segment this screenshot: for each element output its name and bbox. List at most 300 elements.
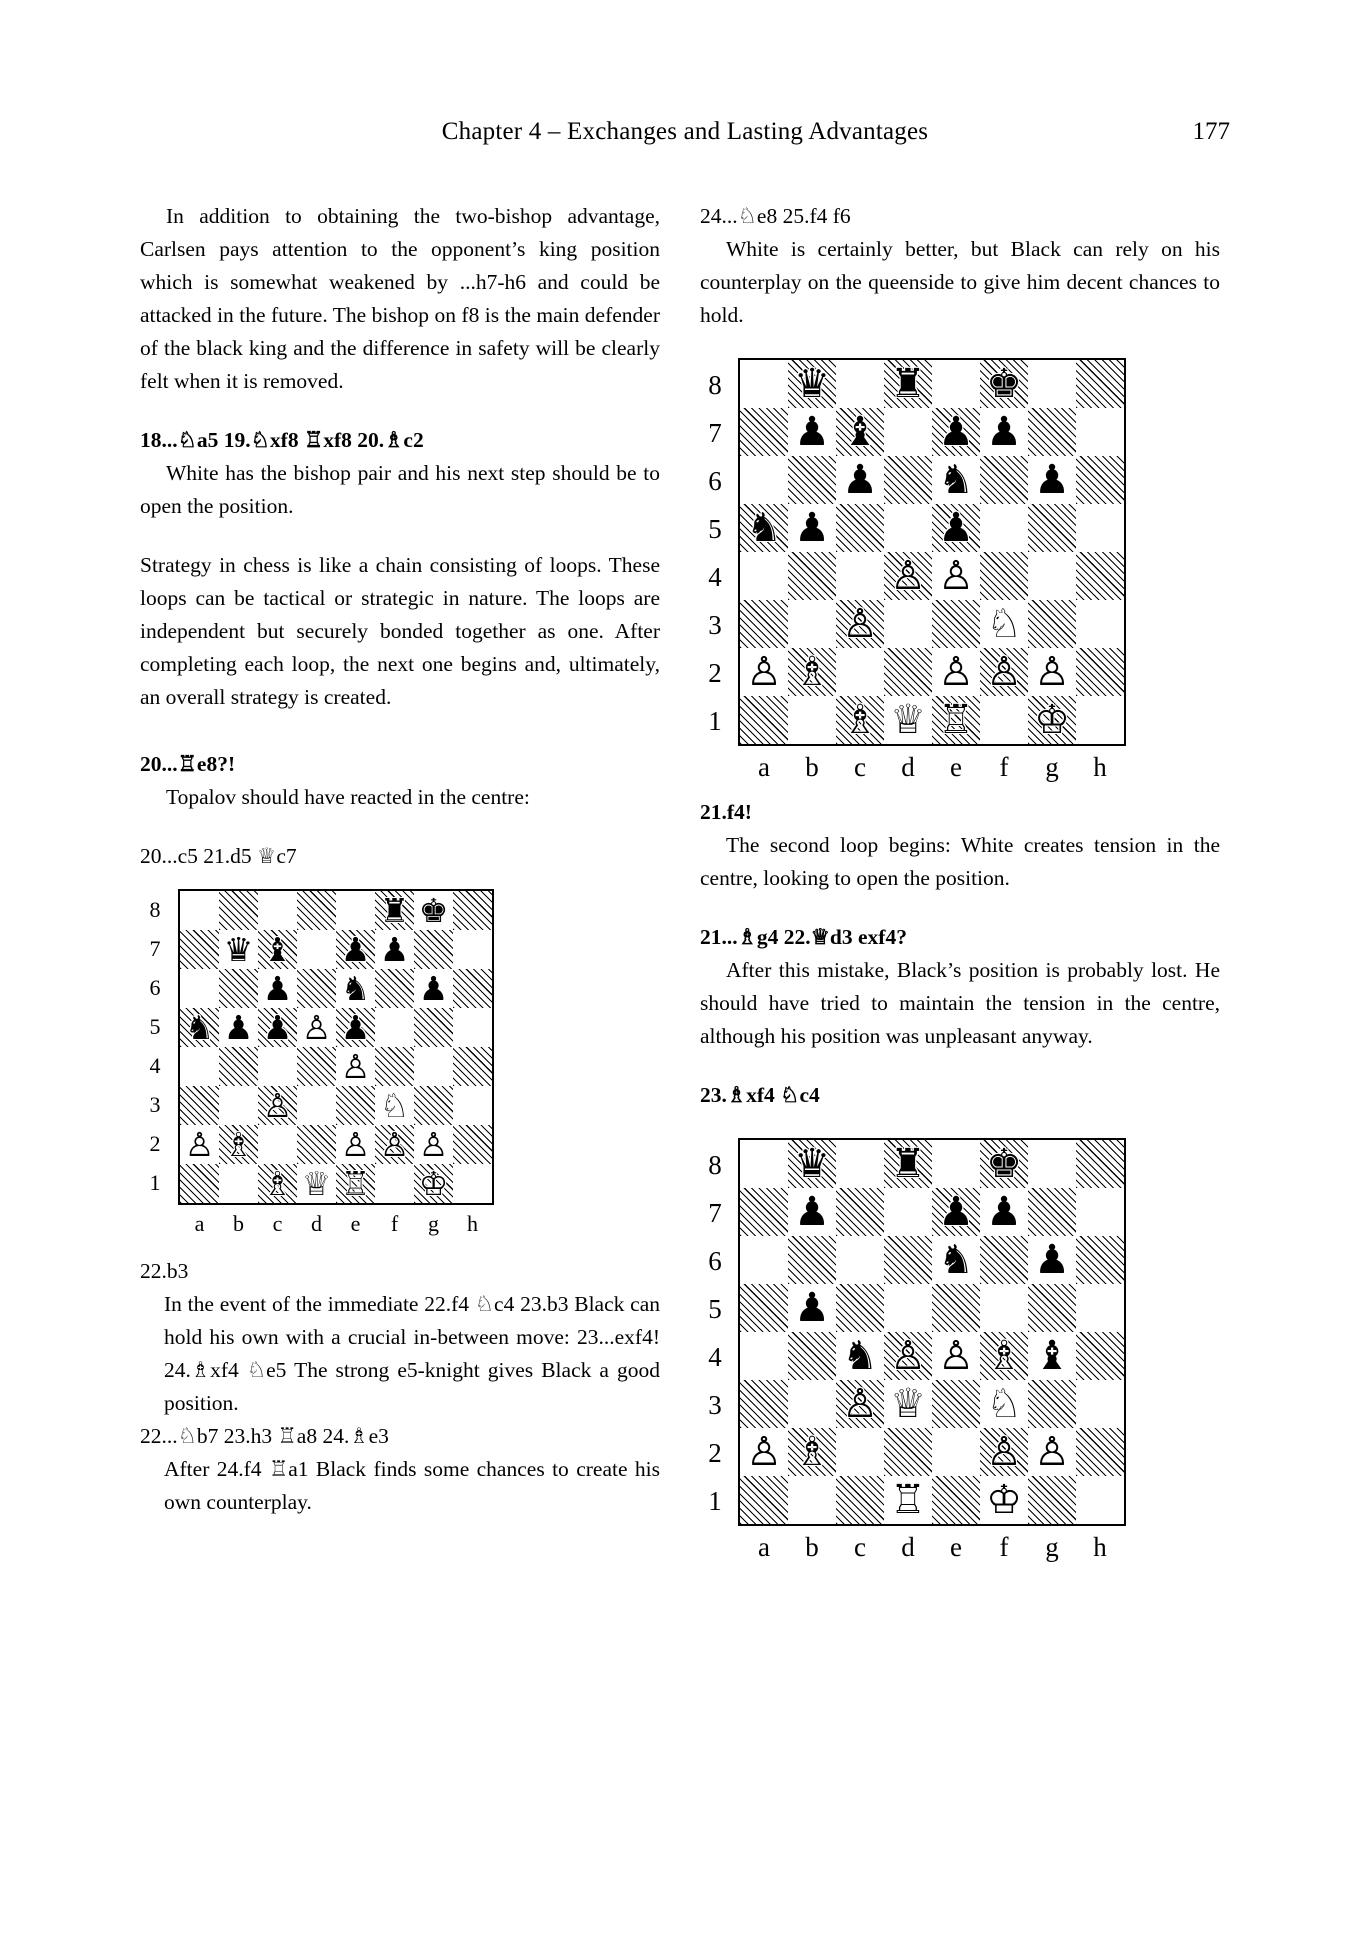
move-line: 22...♘b7 23.h3 ♖a8 24.♗e3 <box>140 1424 389 1448</box>
board-square-g1 <box>1028 696 1076 745</box>
board-square-h1 <box>453 1164 493 1204</box>
board-square-e4 <box>932 1332 980 1380</box>
chessboard-grid <box>738 358 1126 746</box>
board-square-g6 <box>414 969 453 1008</box>
board-square-a5 <box>739 1284 788 1332</box>
board-square-e1 <box>336 1164 375 1204</box>
board-square-d3 <box>884 1380 932 1428</box>
board-square-f3 <box>980 1380 1028 1428</box>
paragraph: Topalov should have reacted in the centre: <box>166 785 530 809</box>
board-rank-row <box>179 890 493 930</box>
move-heading: 21.f4! <box>700 800 752 824</box>
board-square-c8 <box>836 1139 884 1188</box>
rank-label-6: 6 <box>708 466 722 496</box>
file-label-c: c <box>854 1532 866 1562</box>
chess-piece: ♙ <box>184 1125 215 1164</box>
paragraph: In the event of the immediate 22.f4 ♘c4 23.b3 Black can hold his own with a crucial in-between move: 23...exf4! 24.♗xf4 ♘e5 The strong e5-knight gives Black a good position. <box>164 1292 660 1415</box>
chess-piece: ♙ <box>986 1429 1022 1475</box>
board-square-g2 <box>1028 1428 1076 1476</box>
chess-piece: ♙ <box>842 601 878 647</box>
board-square-g3 <box>1028 1380 1076 1428</box>
board-square-a1 <box>179 1164 219 1204</box>
chess-piece: ♙ <box>938 649 974 695</box>
board-square-b6 <box>219 969 258 1008</box>
chess-piece: ♔ <box>986 1477 1022 1523</box>
rank-label-8: 8 <box>149 896 161 922</box>
board-square-f6 <box>375 969 414 1008</box>
board-rank-row <box>739 359 1125 408</box>
chess-piece: ♟ <box>223 1008 254 1047</box>
chess-piece: ♕ <box>301 1164 332 1203</box>
file-label-e: e <box>950 1532 962 1562</box>
rank-label-4: 4 <box>708 562 722 592</box>
chess-piece: ♙ <box>746 1429 782 1475</box>
rank-label-2: 2 <box>149 1130 161 1156</box>
board-rank-row <box>739 1428 1125 1476</box>
rank-label-6: 6 <box>708 1246 722 1276</box>
chessboard <box>700 1138 1126 1560</box>
board-square-e6 <box>932 1236 980 1284</box>
board-square-c1 <box>836 1476 884 1525</box>
board-square-a4 <box>179 1047 219 1086</box>
board-square-b2 <box>788 1428 836 1476</box>
board-square-a6 <box>739 1236 788 1284</box>
board-square-a4 <box>739 552 788 600</box>
chess-piece: ♔ <box>418 1164 449 1203</box>
board-square-b3 <box>788 1380 836 1428</box>
board-square-e3 <box>336 1086 375 1125</box>
board-square-h2 <box>1076 648 1125 696</box>
board-square-f3 <box>980 600 1028 648</box>
paragraph: The second loop begins: White creates tension in the centre, looking to open the position. <box>700 833 1220 890</box>
board-rank-row <box>179 1086 493 1125</box>
left-column <box>140 200 660 1519</box>
board-rank-row <box>739 408 1125 456</box>
board-square-e6 <box>932 456 980 504</box>
board-square-d1 <box>884 696 932 745</box>
chess-piece: ♗ <box>223 1125 254 1164</box>
board-square-e6 <box>336 969 375 1008</box>
board-square-f4 <box>375 1047 414 1086</box>
move-heading: 23.♗xf4 ♘c4 <box>700 1083 820 1107</box>
board-square-c5 <box>836 504 884 552</box>
chess-piece: ♙ <box>842 1381 878 1427</box>
paragraph: White has the bishop pair and his next step should be to open the position. <box>140 461 660 518</box>
board-rank-row <box>739 696 1125 745</box>
board-square-c2 <box>836 1428 884 1476</box>
board-square-b6 <box>788 456 836 504</box>
chess-piece: ♚ <box>986 1141 1022 1187</box>
rank-label-8: 8 <box>708 1150 722 1180</box>
board-square-d2 <box>884 1428 932 1476</box>
board-square-g8 <box>1028 1139 1076 1188</box>
board-square-b4 <box>219 1047 258 1086</box>
file-label-c: c <box>272 1211 283 1236</box>
board-square-d4 <box>297 1047 336 1086</box>
board-square-e2 <box>932 648 980 696</box>
board-square-a7 <box>739 408 788 456</box>
file-label-b: b <box>805 752 819 782</box>
board-square-h2 <box>1076 1428 1125 1476</box>
file-label-c: c <box>854 752 866 782</box>
board-square-d1 <box>297 1164 336 1204</box>
board-square-h4 <box>453 1047 493 1086</box>
board-square-b7 <box>788 1188 836 1236</box>
chess-piece: ♟ <box>262 1008 293 1047</box>
board-square-a6 <box>179 969 219 1008</box>
chess-piece: ♙ <box>1034 649 1070 695</box>
board-square-e7 <box>932 408 980 456</box>
board-square-d4 <box>884 552 932 600</box>
board-rank-row <box>739 1332 1125 1380</box>
chess-piece: ♙ <box>262 1086 293 1125</box>
board-square-f1 <box>375 1164 414 1204</box>
rank-label-2: 2 <box>708 1438 722 1468</box>
rank-label-3: 3 <box>708 610 722 640</box>
board-square-b3 <box>788 600 836 648</box>
file-label-d: d <box>901 1532 915 1562</box>
chess-diagram-2 <box>140 889 660 1239</box>
file-label-b: b <box>233 1211 244 1236</box>
file-label-h: h <box>1093 752 1107 782</box>
chess-piece: ♙ <box>938 553 974 599</box>
board-square-g3 <box>1028 600 1076 648</box>
board-square-f4 <box>980 552 1028 600</box>
board-square-a2 <box>739 648 788 696</box>
board-rank-row <box>179 1125 493 1164</box>
board-square-f5 <box>980 1284 1028 1332</box>
board-square-g2 <box>414 1125 453 1164</box>
file-label-f: f <box>999 752 1009 782</box>
board-square-b8 <box>219 890 258 930</box>
chess-piece: ♝ <box>1034 1333 1070 1379</box>
board-square-h6 <box>453 969 493 1008</box>
file-label-h: h <box>467 1211 478 1236</box>
board-square-a1 <box>739 1476 788 1525</box>
board-square-h1 <box>1076 696 1125 745</box>
chess-piece: ♙ <box>746 649 782 695</box>
board-square-c4 <box>836 552 884 600</box>
board-square-d8 <box>297 890 336 930</box>
board-square-b1 <box>788 1476 836 1525</box>
board-square-f2 <box>980 1428 1028 1476</box>
board-square-b8 <box>788 359 836 408</box>
chess-piece: ♞ <box>340 969 371 1008</box>
rank-label-6: 6 <box>149 974 161 1000</box>
chess-diagram-3 <box>700 1138 1220 1560</box>
board-square-b4 <box>788 1332 836 1380</box>
board-square-e8 <box>932 359 980 408</box>
chess-piece: ♜ <box>890 1141 926 1187</box>
board-square-c5 <box>836 1284 884 1332</box>
board-square-f8 <box>980 1139 1028 1188</box>
chess-piece: ♞ <box>938 1237 974 1283</box>
rank-label-4: 4 <box>708 1342 722 1372</box>
board-square-f6 <box>980 456 1028 504</box>
board-square-b2 <box>219 1125 258 1164</box>
board-square-g7 <box>414 930 453 969</box>
board-square-a6 <box>739 456 788 504</box>
board-square-e1 <box>932 1476 980 1525</box>
board-square-g5 <box>414 1008 453 1047</box>
board-square-g4 <box>1028 1332 1076 1380</box>
board-square-e4 <box>336 1047 375 1086</box>
board-square-b6 <box>788 1236 836 1284</box>
board-square-g1 <box>1028 1476 1076 1525</box>
board-square-e2 <box>336 1125 375 1164</box>
board-square-a3 <box>179 1086 219 1125</box>
file-label-b: b <box>805 1532 819 1562</box>
chess-piece: ♟ <box>794 409 830 455</box>
board-square-d8 <box>884 359 932 408</box>
chess-piece: ♛ <box>794 1141 830 1187</box>
move-line: 22.b3 <box>140 1259 189 1283</box>
board-square-f3 <box>375 1086 414 1125</box>
chess-piece: ♞ <box>746 505 782 551</box>
file-label-g: g <box>1045 1532 1059 1562</box>
chess-piece: ♘ <box>986 601 1022 647</box>
rank-label-4: 4 <box>149 1052 161 1078</box>
board-square-g1 <box>414 1164 453 1204</box>
chess-piece: ♗ <box>842 697 878 743</box>
board-square-d5 <box>297 1008 336 1047</box>
rank-label-1: 1 <box>149 1169 161 1195</box>
chess-piece: ♕ <box>890 697 926 743</box>
chess-piece: ♟ <box>1034 457 1070 503</box>
board-square-h4 <box>1076 552 1125 600</box>
board-square-c3 <box>836 600 884 648</box>
board-square-a8 <box>739 1139 788 1188</box>
board-square-e2 <box>932 1428 980 1476</box>
board-square-b5 <box>219 1008 258 1047</box>
file-label-g: g <box>1045 752 1059 782</box>
board-square-a5 <box>739 504 788 552</box>
board-square-a1 <box>739 696 788 745</box>
board-square-d6 <box>884 1236 932 1284</box>
chess-piece: ♖ <box>890 1477 926 1523</box>
board-square-c7 <box>836 1188 884 1236</box>
chess-piece: ♘ <box>986 1381 1022 1427</box>
board-square-f7 <box>980 1188 1028 1236</box>
board-square-f6 <box>980 1236 1028 1284</box>
board-square-a3 <box>739 600 788 648</box>
board-square-d7 <box>884 408 932 456</box>
board-rank-row <box>739 1139 1125 1188</box>
chess-piece: ♟ <box>340 930 371 969</box>
board-square-a7 <box>739 1188 788 1236</box>
chess-diagram-1 <box>700 358 1220 780</box>
file-label-e: e <box>350 1211 361 1236</box>
board-square-h4 <box>1076 1332 1125 1380</box>
board-rank-row <box>739 600 1125 648</box>
board-square-g8 <box>1028 359 1076 408</box>
paragraph: After 24.f4 ♖a1 Black finds some chances to create his own counterplay. <box>164 1457 660 1514</box>
board-square-a5 <box>179 1008 219 1047</box>
chess-piece: ♟ <box>418 969 449 1008</box>
chess-piece: ♚ <box>986 361 1022 407</box>
board-square-f2 <box>375 1125 414 1164</box>
move-line: 24...♘e8 25.f4 f6 <box>700 204 851 228</box>
file-label-f: f <box>999 1532 1009 1562</box>
paragraph: In addition to obtaining the two-bishop advantage, Carlsen pays attention to the opponent’s king position which is somewhat weakened by ...h7-h6 and could be attacked in the future. The bishop on f8 is the main defender of the black king and the difference in safety will be clearly felt when it is removed. <box>140 204 660 393</box>
board-square-f4 <box>980 1332 1028 1380</box>
board-rank-row <box>739 1380 1125 1428</box>
board-square-c6 <box>836 456 884 504</box>
board-square-d5 <box>884 1284 932 1332</box>
board-square-c3 <box>836 1380 884 1428</box>
board-rank-row <box>179 1008 493 1047</box>
board-square-c7 <box>258 930 297 969</box>
board-square-g6 <box>1028 456 1076 504</box>
board-square-h3 <box>1076 1380 1125 1428</box>
board-square-e4 <box>932 552 980 600</box>
board-square-a2 <box>739 1428 788 1476</box>
board-square-h7 <box>1076 408 1125 456</box>
board-rank-row <box>739 1476 1125 1525</box>
board-square-h5 <box>453 1008 493 1047</box>
board-rank-row <box>739 648 1125 696</box>
board-square-c5 <box>258 1008 297 1047</box>
chess-piece: ♟ <box>379 930 410 969</box>
board-square-g6 <box>1028 1236 1076 1284</box>
chess-piece: ♟ <box>986 1189 1022 1235</box>
board-square-a4 <box>739 1332 788 1380</box>
board-rank-row <box>179 1047 493 1086</box>
chess-piece: ♖ <box>938 697 974 743</box>
chess-piece: ♙ <box>890 553 926 599</box>
board-square-b5 <box>788 504 836 552</box>
board-square-b4 <box>788 552 836 600</box>
board-square-e3 <box>932 1380 980 1428</box>
chess-piece: ♘ <box>379 1086 410 1125</box>
chess-piece: ♗ <box>262 1164 293 1203</box>
board-square-c6 <box>836 1236 884 1284</box>
board-square-d5 <box>884 504 932 552</box>
board-square-e8 <box>336 890 375 930</box>
board-square-h8 <box>453 890 493 930</box>
board-square-h8 <box>1076 1139 1125 1188</box>
board-square-g5 <box>1028 504 1076 552</box>
rank-label-5: 5 <box>708 514 722 544</box>
board-rank-row <box>179 969 493 1008</box>
chess-piece: ♟ <box>1034 1237 1070 1283</box>
board-square-d3 <box>884 600 932 648</box>
board-square-c2 <box>836 648 884 696</box>
chess-piece: ♟ <box>794 505 830 551</box>
board-square-c2 <box>258 1125 297 1164</box>
board-square-f1 <box>980 696 1028 745</box>
board-rank-row <box>179 930 493 969</box>
file-label-a: a <box>758 1532 770 1562</box>
board-square-f5 <box>375 1008 414 1047</box>
move-heading: 18...♘a5 19.♘xf8 ♖xf8 20.♗c2 <box>140 428 424 452</box>
chess-piece: ♗ <box>986 1333 1022 1379</box>
chess-piece: ♗ <box>794 649 830 695</box>
paragraph: White is certainly better, but Black can rely on his counterplay on the queenside to give him decent chances to hold. <box>700 237 1220 327</box>
chess-piece: ♟ <box>938 409 974 455</box>
chess-piece: ♜ <box>379 891 410 930</box>
rank-label-1: 1 <box>708 1486 722 1516</box>
board-square-b7 <box>788 408 836 456</box>
board-square-h6 <box>1076 456 1125 504</box>
move-line: 20...c5 21.d5 ♕c7 <box>140 844 297 868</box>
move-heading: 21...♗g4 22.♕d3 exf4? <box>700 925 907 949</box>
board-square-e7 <box>932 1188 980 1236</box>
chess-piece: ♟ <box>794 1285 830 1331</box>
board-square-d3 <box>297 1086 336 1125</box>
chess-piece: ♗ <box>794 1429 830 1475</box>
rank-label-2: 2 <box>708 658 722 688</box>
board-square-d8 <box>884 1139 932 1188</box>
file-label-a: a <box>758 752 770 782</box>
chess-piece: ♟ <box>842 457 878 503</box>
board-rank-row <box>179 1164 493 1204</box>
board-square-h7 <box>1076 1188 1125 1236</box>
right-column <box>700 200 1220 1560</box>
rank-label-5: 5 <box>708 1294 722 1324</box>
chess-piece: ♟ <box>794 1189 830 1235</box>
file-label-g: g <box>428 1211 439 1236</box>
file-label-f: f <box>390 1211 399 1236</box>
board-square-h5 <box>1076 504 1125 552</box>
chess-piece: ♟ <box>986 409 1022 455</box>
rank-label-1: 1 <box>708 706 722 736</box>
board-square-e7 <box>336 930 375 969</box>
board-square-b8 <box>788 1139 836 1188</box>
board-square-h7 <box>453 930 493 969</box>
board-square-h2 <box>453 1125 493 1164</box>
board-square-c8 <box>258 890 297 930</box>
board-square-f5 <box>980 504 1028 552</box>
chessboard-grid <box>178 889 494 1205</box>
chess-piece: ♙ <box>986 649 1022 695</box>
board-square-g7 <box>1028 1188 1076 1236</box>
board-square-c4 <box>836 1332 884 1380</box>
chess-piece: ♚ <box>418 891 449 930</box>
board-rank-row <box>739 552 1125 600</box>
chess-piece: ♔ <box>1034 697 1070 743</box>
board-square-g2 <box>1028 648 1076 696</box>
rank-label-3: 3 <box>149 1091 161 1117</box>
board-square-d7 <box>297 930 336 969</box>
board-square-e5 <box>932 504 980 552</box>
board-square-c3 <box>258 1086 297 1125</box>
board-square-f7 <box>980 408 1028 456</box>
board-rank-row <box>739 456 1125 504</box>
board-square-h5 <box>1076 1284 1125 1332</box>
board-rank-row <box>739 1284 1125 1332</box>
chess-piece: ♜ <box>890 361 926 407</box>
chess-piece: ♙ <box>938 1333 974 1379</box>
board-square-e3 <box>932 600 980 648</box>
chess-piece: ♙ <box>340 1047 371 1086</box>
rank-label-5: 5 <box>149 1013 161 1039</box>
chess-piece: ♞ <box>184 1008 215 1047</box>
chess-piece: ♙ <box>340 1125 371 1164</box>
chess-piece: ♙ <box>418 1125 449 1164</box>
rank-label-7: 7 <box>708 1198 722 1228</box>
board-square-g5 <box>1028 1284 1076 1332</box>
paragraph: Strategy in chess is like a chain consisting of loops. These loops can be tactical or strategic in nature. The loops are independent but securely bonded together as one. After completing each loop, the next one begins and, ultimately, an overall strategy is created. <box>140 553 660 709</box>
board-square-d4 <box>884 1332 932 1380</box>
board-square-f1 <box>980 1476 1028 1525</box>
board-rank-row <box>739 504 1125 552</box>
board-square-c8 <box>836 359 884 408</box>
board-square-b2 <box>788 648 836 696</box>
chess-piece: ♞ <box>938 457 974 503</box>
board-square-h3 <box>1076 600 1125 648</box>
chess-piece: ♟ <box>340 1008 371 1047</box>
